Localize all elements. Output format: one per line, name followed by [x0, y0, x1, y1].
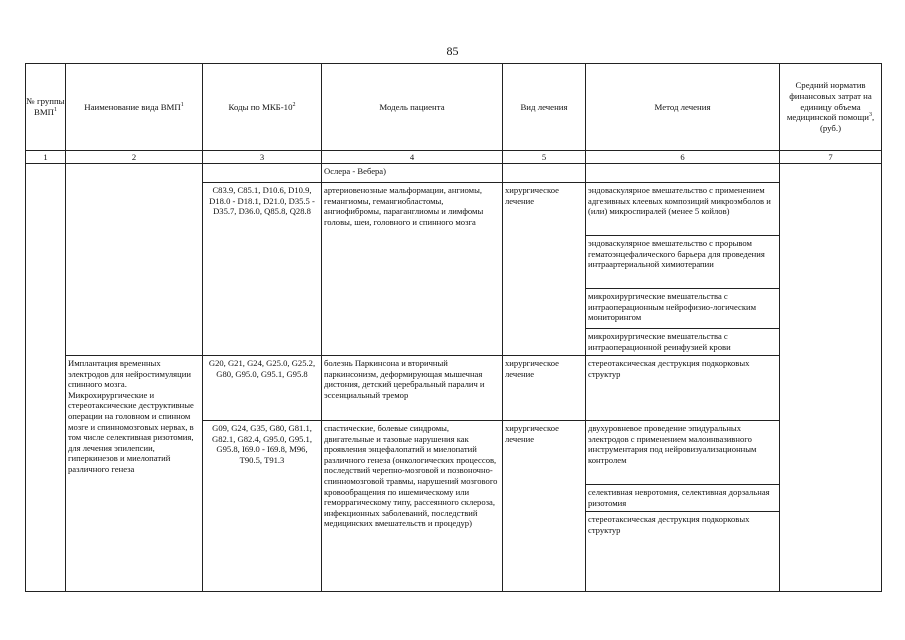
col-number-5: 5	[541, 152, 547, 162]
avm-method-3: микрохирургические вмешательства с интраоперационным нейрофизио-логическим мониторингом	[588, 291, 757, 323]
rule-method-6	[585, 511, 779, 512]
col-number-7: 7	[828, 152, 833, 162]
header-avg-cost: Средний норматив финансовых затрат на единицу объема медицинской помощи$^3$, (руб.)	[786, 80, 875, 134]
col-number-1: 1	[43, 152, 48, 162]
header-group-no: № группы ВМП$^1$	[26, 96, 65, 117]
rule-implant-start	[65, 355, 779, 356]
implant-type-2: хирургическое лечение	[505, 423, 559, 444]
rule-method-2	[585, 288, 779, 289]
header-treatment-method: Метод лечения	[654, 101, 711, 112]
col-number-2: 2	[131, 152, 137, 162]
implant-method-1: стереотаксическая деструкция подкорковых структур	[588, 358, 750, 379]
implant-codes-2: G09, G24, G35, G80, G81.1, G82.1, G82.4, G95.0, G95.1, G95.8, I69.0 - I69.8, M96, T90.5, T91.3	[211, 423, 313, 465]
implant-type-1: хирургическое лечение	[505, 358, 559, 379]
rule-numbers-bottom	[25, 163, 882, 164]
avm-model: артериовенозные мальформации, ангиомы, гемангиомы, гемангиобластомы, ангиофибромы, параганглиомы и лимфомы головы, шеи, головного и спинного мозга	[324, 185, 484, 227]
rule-method-3	[585, 328, 779, 329]
avm-method-2: эндоваскулярное вмешательство с прорывом гематоэнцефалического барьера для проведения интраартериальной химиотерапии	[588, 238, 765, 270]
continuation-model: Ослера - Вебера)	[324, 166, 386, 176]
implant-method-4: стереотаксическая деструкция подкорковых структур	[588, 514, 750, 535]
implant-model-1: болезнь Паркинсона и вторичный паркинсонизм, деформирующая мышечная дистония, детский церебральный паралич и эссенциальный тремор	[324, 358, 485, 400]
avm-codes: C83.9, C85.1, D10.6, D10.9, D18.0 - D18.1, D21.0, D35.5 - D35.7, D36.0, Q85.8, Q28.8	[209, 185, 315, 217]
implant-method-2: двухуровневое проведение эпидуральных электродов с применением малоинвазивного инструментария под нейровизуализационным контролем	[588, 423, 757, 465]
col-border-7	[881, 63, 882, 592]
col-number-4: 4	[409, 152, 415, 162]
rule-method-1	[585, 235, 779, 236]
avm-method-4: микрохирургические вмешательства с интраоперационной реинфузией крови	[588, 331, 731, 352]
col-number-6: 6	[680, 152, 685, 162]
implant-model-2: спастические, болевые синдромы, двигательные и тазовые нарушения как проявления энцефалопатий и миелопатий различного генеза (онкологических процессов, последствий черепно-мозговой и позвоночно-спинномозговой травмы, нарушений мозгового кровообращения по ишемическому или геморрагическому типу, рассеянного склероза, инфекционных заболеваний, последствий медицинских вмешательств и процедур)	[324, 423, 498, 529]
page-number: 85	[446, 44, 459, 58]
rule-bottom	[25, 591, 882, 592]
implant-codes-1: G20, G21, G24, G25.0, G25.2, G80, G95.0, G95.1, G95.8	[208, 358, 316, 379]
rule-implant-row2	[202, 420, 779, 421]
vmp-table	[25, 63, 882, 592]
rule-method-5	[585, 484, 779, 485]
col-number-3: 3	[259, 152, 265, 162]
header-treatment-type: Вид лечения	[520, 101, 568, 112]
header-vmp-name: Наименование вида ВМП$^1$	[84, 101, 184, 112]
implant-method-3: селективная невротомия, селективная дорзальная ризотомия	[588, 487, 770, 508]
avm-type: хирургическое лечение	[505, 185, 559, 206]
avm-method-1: эндоваскулярное вмешательство с применением адгезивных клеевых композиций микроэмболов и (или) микроспиралей (менее 5 койлов)	[588, 185, 771, 217]
rule-continuation	[202, 182, 779, 183]
col-border-6	[779, 63, 780, 592]
implant-vmp-name: Имплантация временных электродов для нейростимуляции спинного мозга. Микрохирургические и стереотаксические деструктивные операции на головном и спинном мозге и спинномозговых нервах, в том числе селективная ризотомия, для лечения эпилепсии, гиперкинезов и миелопатий различного генеза	[68, 358, 194, 474]
header-patient-model: Модель пациента	[379, 101, 445, 112]
header-mkb-codes: Коды по МКБ-$10^2$	[228, 101, 296, 112]
